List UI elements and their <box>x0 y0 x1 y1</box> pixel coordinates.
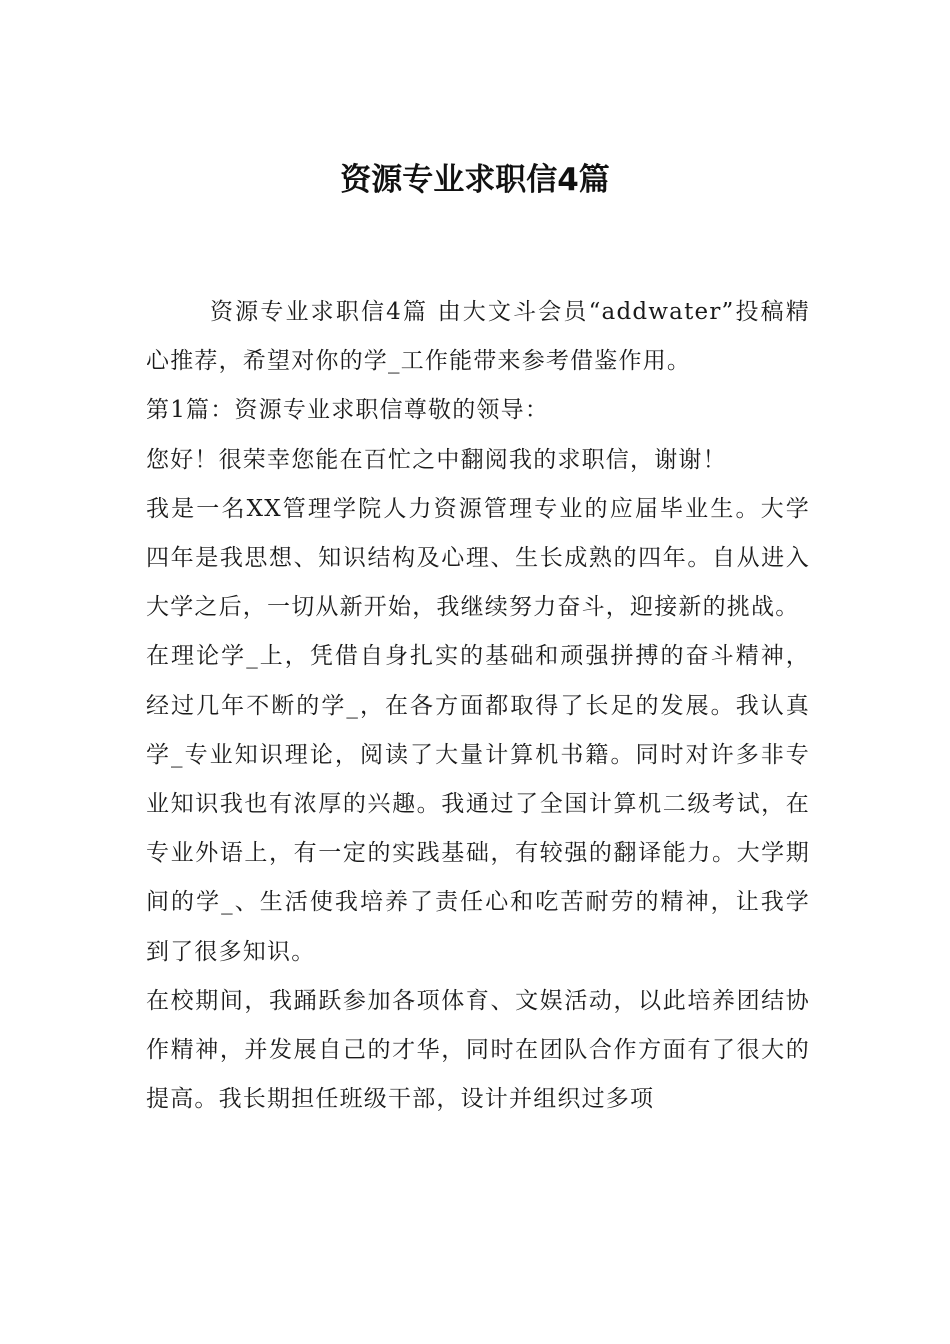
campus-activities-paragraph: 在校期间，我踊跃参加各项体育、文娱活动，以此培养团结协作精神，并发展自己的才华，同时在团队合作方面有了很大的提高。我长期担任班级干部，设计并组织过多项 <box>146 987 810 1113</box>
self-introduction-paragraph: 我是一名XX管理学院人力资源管理专业的应届毕业生。大学四年是我思想、知识结构及心理、生长成熟的四年。自从进入大学之后，一切从新开始，我继续努力奋斗，迎接新的挑战。 <box>146 495 810 621</box>
study-paragraph: 在理论学_上，凭借自身扎实的基础和顽强拼搏的奋斗精神，经过几年不断的学_，在各方面都取得了长足的发展。我认真学_专业知识理论，阅读了大量计算机书籍。同时对许多非专业知识我也有浓厚的兴趣。我通过了全国计算机二级考试，在专业外语上，有一定的实践基础，有较强的翻译能力。大学期间的学_、生活使我培养了责任心和吃苦耐劳的精神，让我学到了很多知识。 <box>146 643 810 965</box>
document-title: 资源专业求职信4篇 <box>340 162 610 198</box>
letter-heading: 第1篇：资源专业求职信尊敬的领导： <box>146 397 550 424</box>
intro-paragraph: 资源专业求职信4篇 由大文斗会员“addwater”投稿精心推荐，希望对你的学_工作能带来参考借鉴作用。 <box>146 299 810 375</box>
greeting-paragraph: 您好！很荣幸您能在百忙之中翻阅我的求职信，谢谢！ <box>146 446 727 473</box>
document-body <box>146 288 810 1124</box>
